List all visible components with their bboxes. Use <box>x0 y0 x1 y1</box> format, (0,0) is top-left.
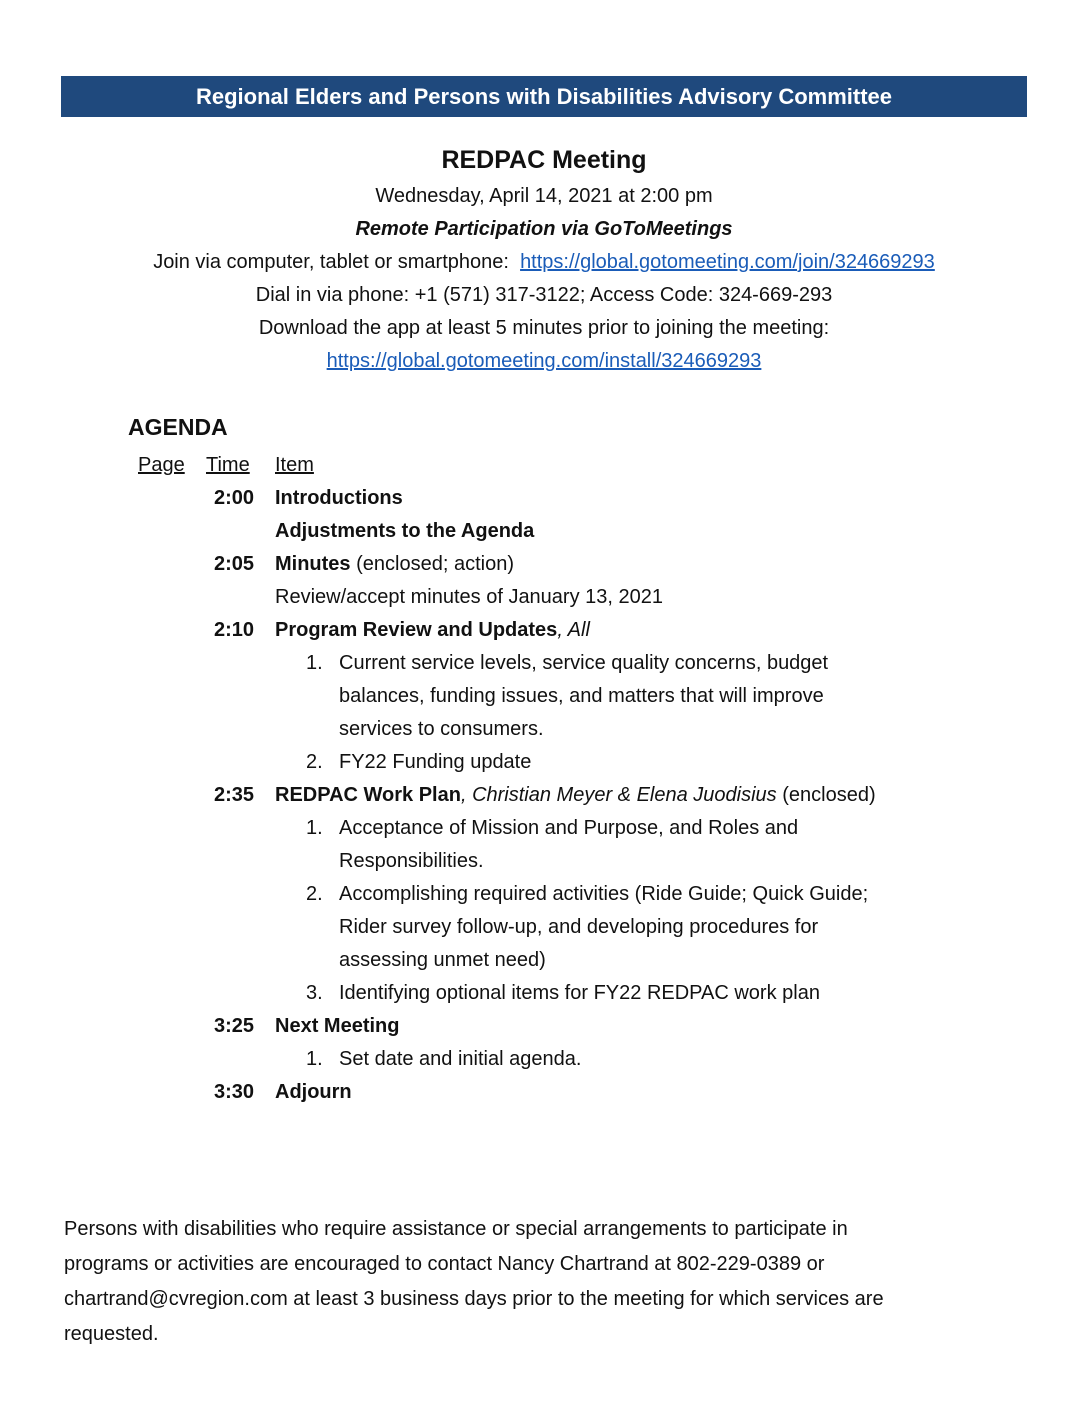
agenda-time: 2:10 <box>213 619 254 641</box>
agenda-item-title: Next Meeting <box>275 1015 400 1037</box>
agenda-item-title: Introductions <box>275 487 403 509</box>
subitem-text: balances, funding issues, and matters that will improve <box>339 685 824 707</box>
subitem-text: FY22 Funding update <box>339 751 532 773</box>
download-note: Download the app at least 5 minutes prior to joining the meeting: <box>258 317 830 339</box>
agenda-subitem <box>0 977 1088 1010</box>
subitem-text: assessing unmet need) <box>339 949 546 971</box>
join-link[interactable]: https://global.gotomeeting.com/join/324669293 <box>520 251 935 273</box>
agenda-subitem-continued <box>0 944 1088 977</box>
subitem-number: 2. <box>306 883 323 905</box>
agenda-time: 3:30 <box>213 1081 254 1103</box>
agenda-heading: AGENDA <box>128 414 228 440</box>
join-label: Join via computer, tablet or smartphone: <box>153 251 509 273</box>
notice-line: programs or activities are encouraged to contact Nancy Chartrand at 802-229-0389 or <box>64 1253 825 1275</box>
agenda-item-title: REDPAC Work Plan <box>275 784 461 806</box>
agenda-subitem <box>0 878 1088 911</box>
agenda-item-note: (enclosed) <box>776 784 876 806</box>
subitem-text: Acceptance of Mission and Purpose, and Roles and <box>339 817 799 839</box>
subitem-number: 1. <box>306 817 323 839</box>
participation-mode: Remote Participation via GoToMeetings <box>355 218 733 240</box>
subitem-text: Current service levels, service quality concerns, budget <box>339 652 829 674</box>
agenda-item <box>275 779 876 812</box>
agenda-table <box>0 449 1088 1109</box>
agenda-row-next-meeting <box>0 1010 1088 1043</box>
column-header-page: Page <box>138 454 185 476</box>
subitem-text: services to consumers. <box>339 718 544 740</box>
agenda-item-title: Minutes <box>275 553 351 575</box>
agenda-row-introductions <box>0 482 1088 515</box>
meeting-info <box>0 140 1088 378</box>
agenda-row-adjustments <box>0 515 1088 548</box>
column-header-item: Item <box>275 454 314 476</box>
subitem-text: Responsibilities. <box>339 850 484 872</box>
agenda-subitem-continued <box>0 713 1088 746</box>
agenda-row-minutes <box>0 548 1088 581</box>
install-link[interactable]: https://global.gotomeeting.com/install/324669293 <box>326 350 762 372</box>
join-line <box>0 246 1088 279</box>
agenda-time: 2:05 <box>213 553 254 575</box>
agenda-time: 2:35 <box>213 784 254 806</box>
agenda-subitem <box>0 647 1088 680</box>
subitem-number: 2. <box>306 751 323 773</box>
notice-line: chartrand@cvregion.com at least 3 business days prior to the meeting for which services are <box>64 1288 884 1310</box>
committee-name: Regional Elders and Persons with Disabilities Advisory Committee <box>195 83 893 109</box>
subitem-text: Identifying optional items for FY22 REDPAC work plan <box>339 982 820 1004</box>
agenda-item <box>275 548 514 581</box>
agenda-subitem <box>0 1043 1088 1076</box>
agenda-row-work-plan <box>0 779 1088 812</box>
agenda-item-title: Program Review and Updates <box>275 619 558 641</box>
subitem-text: Rider survey follow-up, and developing procedures for <box>339 916 819 938</box>
subitem-number: 3. <box>306 982 323 1004</box>
install-line <box>0 345 1088 378</box>
agenda-item-presenter: , Christian Meyer & Elena Juodisius <box>460 784 777 806</box>
agenda-subitem-continued <box>0 680 1088 713</box>
dial-in-info: Dial in via phone: +1 (571) 317-3122; Access Code: 324-669-293 <box>255 284 833 306</box>
agenda-item-title: Adjourn <box>275 1081 352 1103</box>
notice-line: Persons with disabilities who require assistance or special arrangements to participate in <box>64 1218 848 1240</box>
agenda-item-presenter: , All <box>557 619 590 641</box>
subitem-text: Set date and initial agenda. <box>339 1048 582 1070</box>
agenda-subitem <box>0 746 1088 779</box>
agenda-row-adjourn <box>0 1076 1088 1109</box>
subitem-number: 1. <box>306 652 323 674</box>
agenda-subitem-continued <box>0 845 1088 878</box>
accessibility-notice <box>64 1212 1024 1352</box>
agenda-row-program-review <box>0 614 1088 647</box>
agenda-row-minutes-detail <box>0 581 1088 614</box>
notice-line: requested. <box>64 1323 159 1345</box>
meeting-title: REDPAC Meeting <box>441 146 647 174</box>
meeting-datetime: Wednesday, April 14, 2021 at 2:00 pm <box>375 185 713 207</box>
agenda-item-detail: Review/accept minutes of January 13, 2021 <box>275 586 663 608</box>
agenda-header-row <box>0 449 1088 482</box>
agenda-item-title: Adjustments to the Agenda <box>275 520 535 542</box>
agenda-time: 3:25 <box>213 1015 254 1037</box>
committee-banner <box>61 76 1027 117</box>
subitem-text: Accomplishing required activities (Ride Guide; Quick Guide; <box>339 883 869 905</box>
subitem-number: 1. <box>306 1048 323 1070</box>
agenda-subitem-continued <box>0 911 1088 944</box>
agenda-subitem <box>0 812 1088 845</box>
agenda-item-note: (enclosed; action) <box>350 553 514 575</box>
agenda-item <box>275 614 590 647</box>
agenda-time: 2:00 <box>213 487 254 509</box>
column-header-time: Time <box>206 454 250 476</box>
